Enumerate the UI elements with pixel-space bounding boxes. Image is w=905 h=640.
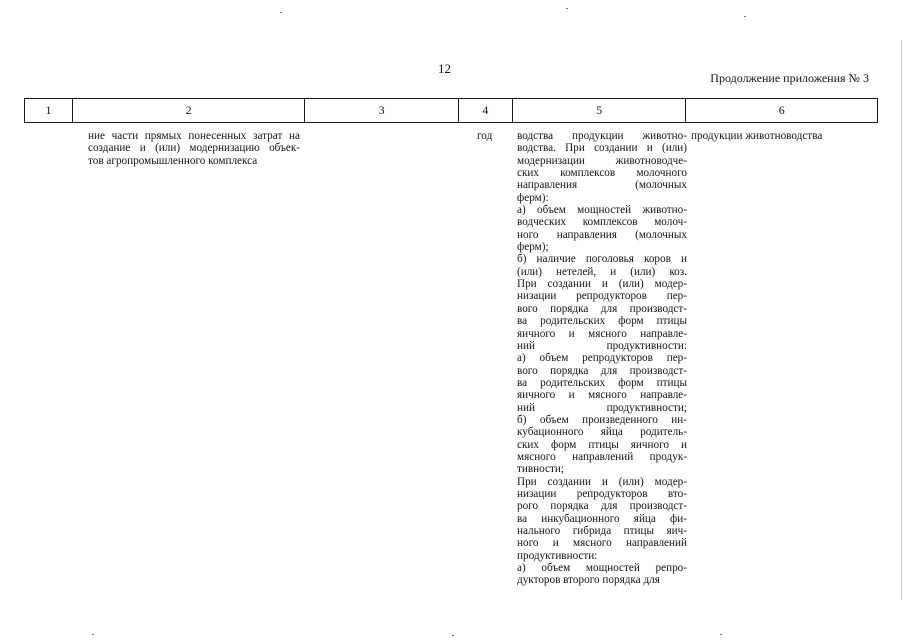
- text-line: ва инкубационного яйца фи-: [517, 512, 687, 525]
- text-line: ских комплексов молочного: [517, 167, 687, 180]
- scan-speck: [92, 634, 94, 635]
- text-line: кубационного яйца родитель-: [517, 426, 687, 439]
- text-line: б) объем произведенного ин-: [517, 413, 687, 426]
- header-cell-4: 4: [459, 99, 513, 122]
- scan-speck: [280, 12, 282, 13]
- text-line: вого порядка для производст-: [517, 364, 687, 377]
- text-line: рого порядка для производст-: [517, 500, 687, 513]
- text-line: мясного направлений продук-: [517, 450, 687, 463]
- text-line: тивности;: [517, 463, 564, 476]
- text-line: вого порядка для производст-: [517, 302, 687, 315]
- text-line: яичного и мясного направле-: [517, 389, 687, 402]
- text-line: ного и мясного направлений: [517, 537, 687, 550]
- text-line: При создании и (или) модер-: [517, 475, 687, 488]
- scan-speck: [452, 635, 454, 636]
- text-line: низации репродукторов пер-: [517, 290, 687, 303]
- text-line: ва родительских форм птицы: [517, 376, 687, 389]
- header-cell-5: 5: [513, 99, 687, 122]
- cell-col4-unit: год: [477, 130, 493, 142]
- header-cell-2: 2: [73, 99, 305, 122]
- page-number: 12: [438, 61, 451, 76]
- text-line: ние части прямых понесенных затрат на: [88, 130, 300, 142]
- header-cell-1: 1: [25, 99, 73, 122]
- text-line: б) наличие поголовья коров и: [517, 253, 687, 266]
- text-line: ний продуктивности:: [517, 339, 687, 352]
- text-line: дукторов второго порядка для: [517, 574, 660, 587]
- cell-col6-text: продукции животноводства: [691, 130, 823, 142]
- text-line: низации репродукторов вто-: [517, 487, 687, 500]
- table-header-row: [24, 98, 878, 123]
- scan-speck: [566, 8, 568, 9]
- text-line: тов агропромышленного комплекса: [88, 154, 258, 167]
- text-line: При создании и (или) модер-: [517, 278, 687, 291]
- text-line: а) объем репродукторов пер-: [517, 352, 687, 365]
- cell-col2-text: [88, 130, 300, 167]
- scan-speck: [720, 634, 722, 635]
- text-line: а) объем мощностей репро-: [517, 562, 687, 575]
- text-line: яичного и мясного направле-: [517, 327, 687, 340]
- text-line: (или) нетелей, и (или) коз.: [517, 265, 687, 278]
- header-cell-6: 6: [778, 103, 785, 117]
- scan-speck: [744, 16, 746, 17]
- header-cell-3: 3: [305, 99, 459, 122]
- cell-col5-text: [517, 130, 687, 587]
- text-line: ва родительских форм птицы: [517, 315, 687, 328]
- text-line: ских форм птицы яичного и: [517, 438, 687, 451]
- text-line: ферм);: [517, 241, 549, 254]
- text-line: продуктивности:: [517, 549, 598, 562]
- text-line: нального гибрида птицы яич-: [517, 525, 687, 537]
- appendix-note: Продолжение приложения № 3: [710, 71, 869, 85]
- text-line: а) объем мощностей животно-: [517, 204, 687, 217]
- text-line: модернизации животноводче-: [517, 154, 687, 167]
- text-line: водства продукции животно-: [517, 130, 687, 142]
- text-line: направления (молочных: [517, 179, 687, 192]
- text-line: ферм):: [517, 191, 549, 204]
- text-line: создание и (или) модернизацию объек-: [88, 142, 300, 155]
- text-line: ного направления (молочных: [517, 228, 687, 241]
- text-line: водческих комплексов молоч-: [517, 216, 687, 229]
- scan-edge-line: [901, 40, 902, 600]
- text-line: ний продуктивности;: [517, 401, 687, 414]
- text-line: водства. При создании и (или): [517, 142, 687, 155]
